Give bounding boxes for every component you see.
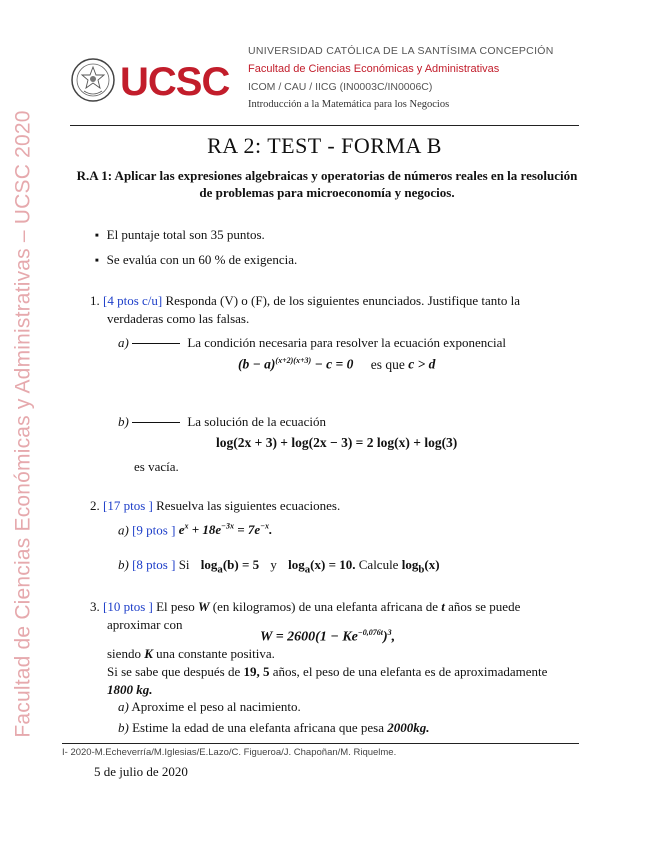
q1b-answer-blank[interactable]	[132, 422, 180, 423]
q2b-eq-sub: a	[304, 563, 311, 576]
q2a-eq-exp: −x	[260, 522, 270, 531]
q3-eq-exp: −0,076t	[357, 628, 383, 637]
q2b-eq1	[200, 557, 260, 576]
faculty-name: Facultad de Ciencias Económicas y Administrativas	[248, 63, 500, 75]
program-codes: ICOM / CAU / IICG (IN0003C/IN0006C)	[248, 81, 433, 93]
q2a-eq-part: e	[178, 522, 185, 538]
q1b-statement	[118, 414, 326, 430]
q2b-eq2	[288, 557, 356, 576]
q1b-equation: log(2x + 3) + log(2x − 3) = 2 log(x) + log(3)	[216, 435, 458, 450]
learning-outcome: R.A 1: Aplicar las expresiones algebraicas y operatorias de números reales en la resolución de problemas para microeconomía y negocios.	[76, 168, 578, 200]
q1-text: Responda (V) o (F), de los siguientes enunciados. Justifique tanto la	[165, 293, 521, 308]
q3-text-part: (en kilogramos) de una elefanta africana de	[209, 599, 442, 614]
q1a-equation	[238, 356, 435, 373]
q2a-equation	[179, 522, 273, 537]
bullet-item: ■ El puntaje total son 35 puntos.	[95, 227, 265, 243]
q2a-label: a)	[118, 522, 129, 538]
q2-points: [17 ptos ]	[103, 498, 153, 513]
q2b-eq3	[401, 557, 440, 576]
q3-eq-part: ,	[391, 629, 396, 645]
q2b-eq-sub: b	[418, 563, 425, 576]
q3-text-part: El peso	[156, 599, 198, 614]
q3-equation	[260, 628, 395, 646]
q2b-label: b)	[118, 557, 129, 572]
q3-eq-pow: 3	[387, 628, 392, 637]
q3-text-part: una constante positiva.	[152, 646, 275, 661]
q3b-label: b)	[118, 720, 129, 735]
q2a-eq-exp: −3x	[221, 522, 235, 531]
q2b-eq-sub: a	[217, 563, 223, 576]
q3-context	[107, 645, 582, 699]
q1b-after-text: es vacía.	[134, 459, 179, 474]
q2a-eq-exp: x	[184, 522, 189, 531]
q2a-eq-part: + 18e	[188, 522, 222, 538]
q3-var-k: K	[144, 646, 153, 661]
q3a-item	[118, 699, 301, 715]
footer-authors: I- 2020-M.Echeverría/M.Iglesias/E.Lazo/C. Figueroa/J. Chapoñan/M. Riquelme.	[62, 747, 397, 758]
q1a-eq-base: (b − a)	[238, 356, 276, 372]
q2a-points: [9 ptos ]	[132, 522, 176, 538]
q2b-eq-part: (x)	[424, 557, 440, 572]
q3-text-cont: aproximar con	[107, 617, 183, 632]
q3-eq-part: W = 2600(1 − Ke	[260, 629, 358, 645]
q2a-item	[118, 522, 272, 538]
q3-text-part: Si se sabe que después de	[107, 664, 244, 679]
page-header	[70, 42, 590, 124]
ucsc-logo: UCSC	[120, 60, 230, 104]
q3-var-t: t	[441, 599, 445, 614]
q3-value: 19, 5	[243, 664, 270, 679]
q3b-text: Estime la edad de una elefanta africana que pesa	[132, 720, 388, 735]
q3-number: 3.	[90, 599, 100, 614]
q1a-answer-blank[interactable]	[132, 343, 180, 344]
q1a-eq-rest: − c = 0	[311, 356, 354, 372]
q1a-eq-cond-pre: es que	[370, 356, 409, 372]
sidebar-watermark	[0, 0, 48, 848]
q3-text-part: años se puede	[444, 599, 521, 614]
q2b-y: y	[270, 557, 277, 572]
university-seal-icon	[70, 57, 116, 103]
q3b-item	[118, 720, 430, 736]
q1-text-cont: verdaderas como las falsas.	[107, 311, 250, 326]
q3a-text: Aproxime el peso al nacimiento.	[131, 699, 301, 714]
date: 5 de julio de 2020	[94, 764, 188, 779]
q1b-label: b)	[118, 414, 129, 429]
q2-text: Resuelva las siguientes ecuaciones.	[156, 498, 341, 513]
footer-divider	[62, 743, 579, 744]
q3-weight: 1800 kg.	[107, 682, 153, 697]
q2b-eq-part: log	[200, 557, 218, 572]
q1-number: 1.	[90, 293, 100, 308]
q2a-eq-part: .	[269, 522, 273, 538]
q1-points: [4 ptos c/u]	[103, 293, 163, 308]
header-divider	[70, 125, 579, 126]
q2b-eq-part: log	[401, 557, 419, 572]
question-1	[90, 292, 580, 328]
q1a-eq-exp: (x+2)(x+3)	[275, 356, 312, 365]
q3-points: [10 ptos ]	[103, 599, 153, 614]
q3a-label: a)	[118, 699, 129, 714]
q1a-text: La condición necesaria para resolver la ecuación exponencial	[187, 335, 507, 350]
q2b-points: [8 ptos ]	[132, 557, 176, 572]
university-name: UNIVERSIDAD CATÓLICA DE LA SANTÍSIMA CONCEPCIÓN	[248, 45, 554, 57]
q3-eq-part: )	[382, 629, 388, 645]
q2-number: 2.	[90, 498, 100, 513]
q3-text-part: siendo	[107, 646, 145, 661]
q1a-statement	[118, 335, 506, 351]
q3b-value: 2000kg.	[387, 720, 430, 735]
q3-text-part: años, el peso de una elefanta es de aproximadamente	[269, 664, 548, 679]
q2b-si: Si	[178, 557, 190, 572]
sidebar-text: Facultad de Ciencias Económicas y Administrativas – UCSC 2020	[12, 110, 35, 738]
q2b-eq-part: (x) = 10.	[310, 557, 356, 572]
page-title: RA 2: TEST - FORMA B	[207, 133, 442, 158]
q1a-eq-cond: c > d	[408, 356, 436, 372]
q3-var-w: W	[197, 599, 210, 614]
q2b-eq-part: (b) = 5	[222, 557, 260, 572]
q1b-text: La solución de la ecuación	[187, 414, 326, 429]
question-2	[90, 498, 340, 514]
q2a-eq-part: = 7e	[234, 522, 261, 538]
q1a-label: a)	[118, 335, 129, 350]
q2b-item	[118, 557, 440, 576]
bullet-item: ■ Se evalúa con un 60 % de exigencia.	[95, 252, 297, 268]
q2b-eq-part: log	[288, 557, 305, 572]
q2b-calc: Calcule	[358, 557, 399, 572]
course-name: Introducción a la Matemática para los Negocios	[248, 99, 450, 110]
